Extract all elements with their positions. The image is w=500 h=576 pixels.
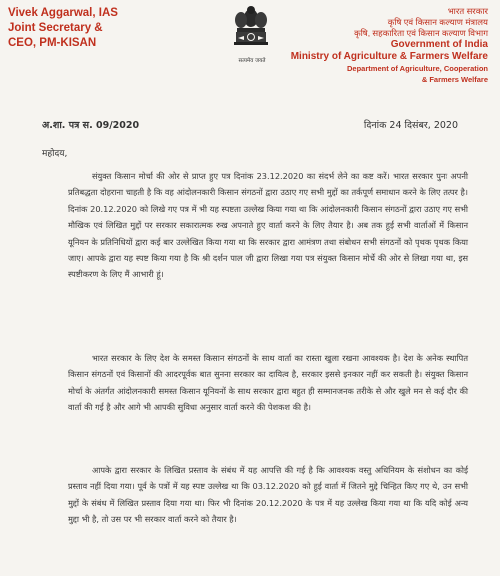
ministry-english-1: Government of India — [390, 39, 488, 50]
salutation: महोदय, — [42, 149, 68, 159]
ministry-english-3: Department of Agriculture, Cooperation — [347, 64, 488, 73]
paragraph-2: भारत सरकार के लिए देश के समस्त किसान संगठनों के साथ वार्ता का रास्ता खुला रखना आवश्यक है। देश के अनेक स्थापित किसान संगठनों एवं किसानों की आदरपूर्वक बात सुनना सरकार का दायित्व है, सरकार इससे इनकार नहीं कर सकती है। संयुक्त किसान मोर्चा के अंतर्गत आंदोलनकारी समस्त किसान यूनियनों के साथ सरकार द्वारा बहुत ही सम्मानजनक तरीके से और खुले मन से कई दौर की वार्ता की गई है और आगे भी आपकी सुविधा अनुसार वार्ता करने की पेशकश की है। — [68, 353, 468, 413]
paragraph-3: आपके द्वारा सरकार के लिखित प्रस्ताव के संबंध में यह आपत्ति की गई है कि आवश्यक वस्तु अधिनियम के संशोधन का कोई प्रस्ताव नहीं दिया गया। पूर्व के पत्रों में यह स्पष्ट उल्लेख था कि 03.12.2020 को हुई वार्ता में जितने मुद्दे चिन्हित किए गए थे, उन सभी मुद्दों के संबंध में लिखित प्रस्ताव दिया गया था। फिर भी दिनांक 20.12.2020 के पत्र में यह उल्लेख किया गया था कि यदि कोई अन्य मुद्दा भी है, तो उस पर भी सरकार वार्ता करने को तैयार है। — [68, 465, 468, 525]
ministry-english-2: Ministry of Agriculture & Farmers Welfare — [290, 51, 488, 62]
emblem-caption: सत्यमेव जयते — [238, 58, 266, 64]
ministry-hindi-3: कृषि, सहकारिता एवं किसान कल्याण विभाग — [354, 28, 488, 38]
ministry-english-4: & Farmers Welfare — [421, 75, 488, 84]
paragraph-1: संयुक्त किसान मोर्चा की ओर से प्राप्त हुए पत्र दिनांक 23.12.2020 का संदर्भ लेने का कष्ट करें। भारत सरकार पुनः अपनी प्रतिबद्धता दोहराना चाहती है कि वह आंदोलनकारी किसान संगठनों द्वारा उठाए गए सभी मुद्दों का तर्कपूर्ण समाधान करने के लिए तत्पर है। दिनांक 20.12.2020 को लिखे गए पत्र में भी यह स्पष्टता उल्लेख किया गया था कि आंदोलनकारी किसान संगठनों द्वारा उठाए गए सभी मौखिक एवं लिखित मुद्दों पर सरकार सकारात्मक रुख अपनाते हुए वार्ता करने के लिए तैयार है। अब तक हुई सभी वार्ताओं में किसान यूनियन के प्रतिनिधियों द्वारा कई बार उल्लेखित किया गया था कि सरकार द्वारा आमंत्रण तथा संबोधन सभी संगठनों को पृथक पृथक किया जाए। आपके द्वारा यह स्पष्ट किया गया है कि श्री दर्शन पाल जी द्वारा लिखा गया पत्र संयुक्त किसान मोर्चे की ओर से लिखा गया था, इस स्पष्टीकरण के लिए मैं आभारी हूं। — [68, 171, 468, 280]
sender-designation-1: Joint Secretary & — [8, 22, 103, 34]
ministry-block — [278, 6, 488, 85]
sender-name: Vivek Aggarwal, IAS — [8, 7, 118, 19]
sender-block — [8, 6, 118, 51]
ministry-hindi-2: कृषि एवं किसान कल्याण मंत्रालय — [387, 17, 488, 27]
sender-designation-2: CEO, PM-KISAN — [8, 37, 97, 49]
letter-date: दिनांक 24 दिसंबर, 2020 — [363, 120, 458, 131]
ministry-hindi-1: भारत सरकार — [447, 6, 488, 16]
national-emblem-icon — [228, 4, 274, 54]
letter-reference: अ.शा. पत्र स. 09/2020 — [42, 120, 140, 131]
